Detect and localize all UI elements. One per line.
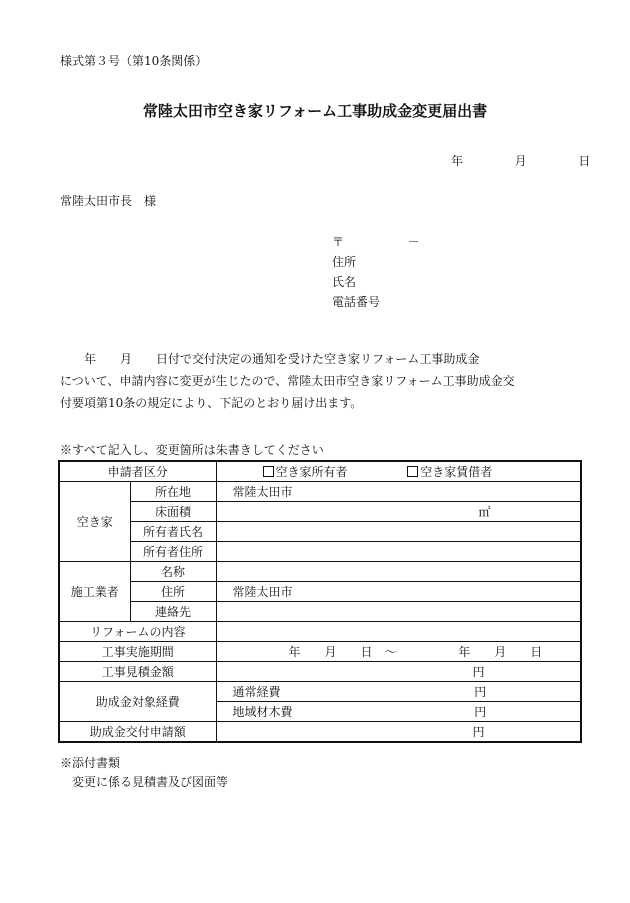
subsidy-cost-label: 助成金対象経費	[59, 682, 216, 722]
contractor-address-value: 常陸太田市	[232, 585, 293, 599]
contractor-address-label: 住所	[130, 582, 216, 602]
owner-address-field[interactable]	[216, 542, 581, 562]
floor-unit: ㎡	[478, 505, 491, 519]
request-amount-field[interactable]	[216, 722, 581, 743]
attachments-item: 変更に係る見積書及び図面等	[72, 775, 229, 789]
tenant-checkbox[interactable]	[407, 466, 418, 477]
tenant-option-label: 空き家賃借者	[420, 465, 493, 479]
page-title: 常陸太田市空き家リフォーム工事助成金変更届出書	[142, 102, 488, 120]
local-wood-cost-field[interactable]	[216, 702, 581, 722]
applicant-address-label: 住所	[332, 255, 357, 269]
addressee: 常陸太田市長 様	[60, 194, 157, 208]
local-wood-cost-unit: 円	[474, 705, 487, 719]
table-row	[59, 682, 581, 702]
postal-line	[332, 233, 420, 250]
normal-cost-field[interactable]	[216, 682, 581, 702]
normal-cost-label: 通常経費	[232, 685, 281, 699]
date-day: 日	[578, 154, 591, 168]
reform-content-label: リフォームの内容	[59, 622, 216, 642]
contractor-contact-field[interactable]	[216, 602, 581, 622]
instruction-note: ※すべて記入し、変更箇所は朱書きしてください	[60, 443, 324, 457]
owner-option-label: 空き家所有者	[275, 465, 348, 479]
postal-mark: 〒	[332, 235, 345, 249]
date-line	[451, 152, 590, 169]
contractor-address-field[interactable]	[216, 582, 581, 602]
period-label: 工事実施期間	[59, 642, 216, 662]
period-start: 年 月 日 〜	[288, 645, 397, 659]
attachments-heading: ※添付書類	[60, 756, 121, 770]
owner-name-field[interactable]	[216, 522, 581, 542]
request-amount-label: 助成金交付申請額	[59, 722, 216, 743]
owner-checkbox[interactable]	[263, 466, 274, 477]
contractor-name-field[interactable]	[216, 562, 581, 582]
body-line-1: 年 月 日付で交付決定の通知を受けた空き家リフォーム工事助成金	[60, 352, 480, 366]
applicant-phone-label: 電話番号	[332, 295, 381, 309]
applicant-category-options	[216, 461, 581, 482]
applicant-category-label: 申請者区分	[59, 461, 216, 482]
floor-area-field[interactable]	[216, 502, 581, 522]
contractor-name-label: 名称	[130, 562, 216, 582]
table-row	[59, 522, 581, 542]
normal-cost-unit: 円	[474, 685, 487, 699]
table-row	[59, 582, 581, 602]
estimate-label: 工事見積金額	[59, 662, 216, 682]
estimate-unit: 円	[472, 665, 485, 679]
table-row	[59, 502, 581, 522]
location-value: 常陸太田市	[232, 485, 293, 499]
table-row	[59, 482, 581, 502]
form-table	[58, 460, 582, 743]
body-text	[60, 348, 580, 414]
contractor-contact-label: 連絡先	[130, 602, 216, 622]
applicant-name-label: 氏名	[332, 275, 357, 289]
location-label: 所在地	[130, 482, 216, 502]
local-wood-cost-label: 地域材木費	[232, 705, 293, 719]
postal-dash: －	[407, 235, 420, 249]
table-row	[59, 562, 581, 582]
location-field[interactable]	[216, 482, 581, 502]
table-row	[59, 622, 581, 642]
period-end: 年 月 日	[458, 645, 543, 659]
contractor-label: 施工業者	[59, 562, 130, 622]
date-year: 年	[451, 154, 464, 168]
period-field[interactable]	[216, 642, 581, 662]
table-row	[59, 602, 581, 622]
reform-content-field[interactable]	[216, 622, 581, 642]
body-line-2: について、申請内容に変更が生じたので、常陸太田市空き家リフォーム工事助成金交	[60, 374, 515, 388]
table-row	[59, 542, 581, 562]
table-row	[59, 662, 581, 682]
vacant-house-label: 空き家	[59, 482, 130, 562]
owner-address-label: 所有者住所	[130, 542, 216, 562]
date-month: 月	[514, 154, 527, 168]
form-number: 様式第３号（第10条関係）	[60, 54, 208, 68]
floor-area-label: 床面積	[130, 502, 216, 522]
request-amount-unit: 円	[472, 725, 485, 739]
body-line-3: 付要項第10条の規定により、下記のとおり届け出ます。	[60, 396, 363, 410]
estimate-field[interactable]	[216, 662, 581, 682]
table-row	[59, 461, 581, 482]
table-row	[59, 722, 581, 743]
table-row	[59, 642, 581, 662]
owner-name-label: 所有者氏名	[130, 522, 216, 542]
